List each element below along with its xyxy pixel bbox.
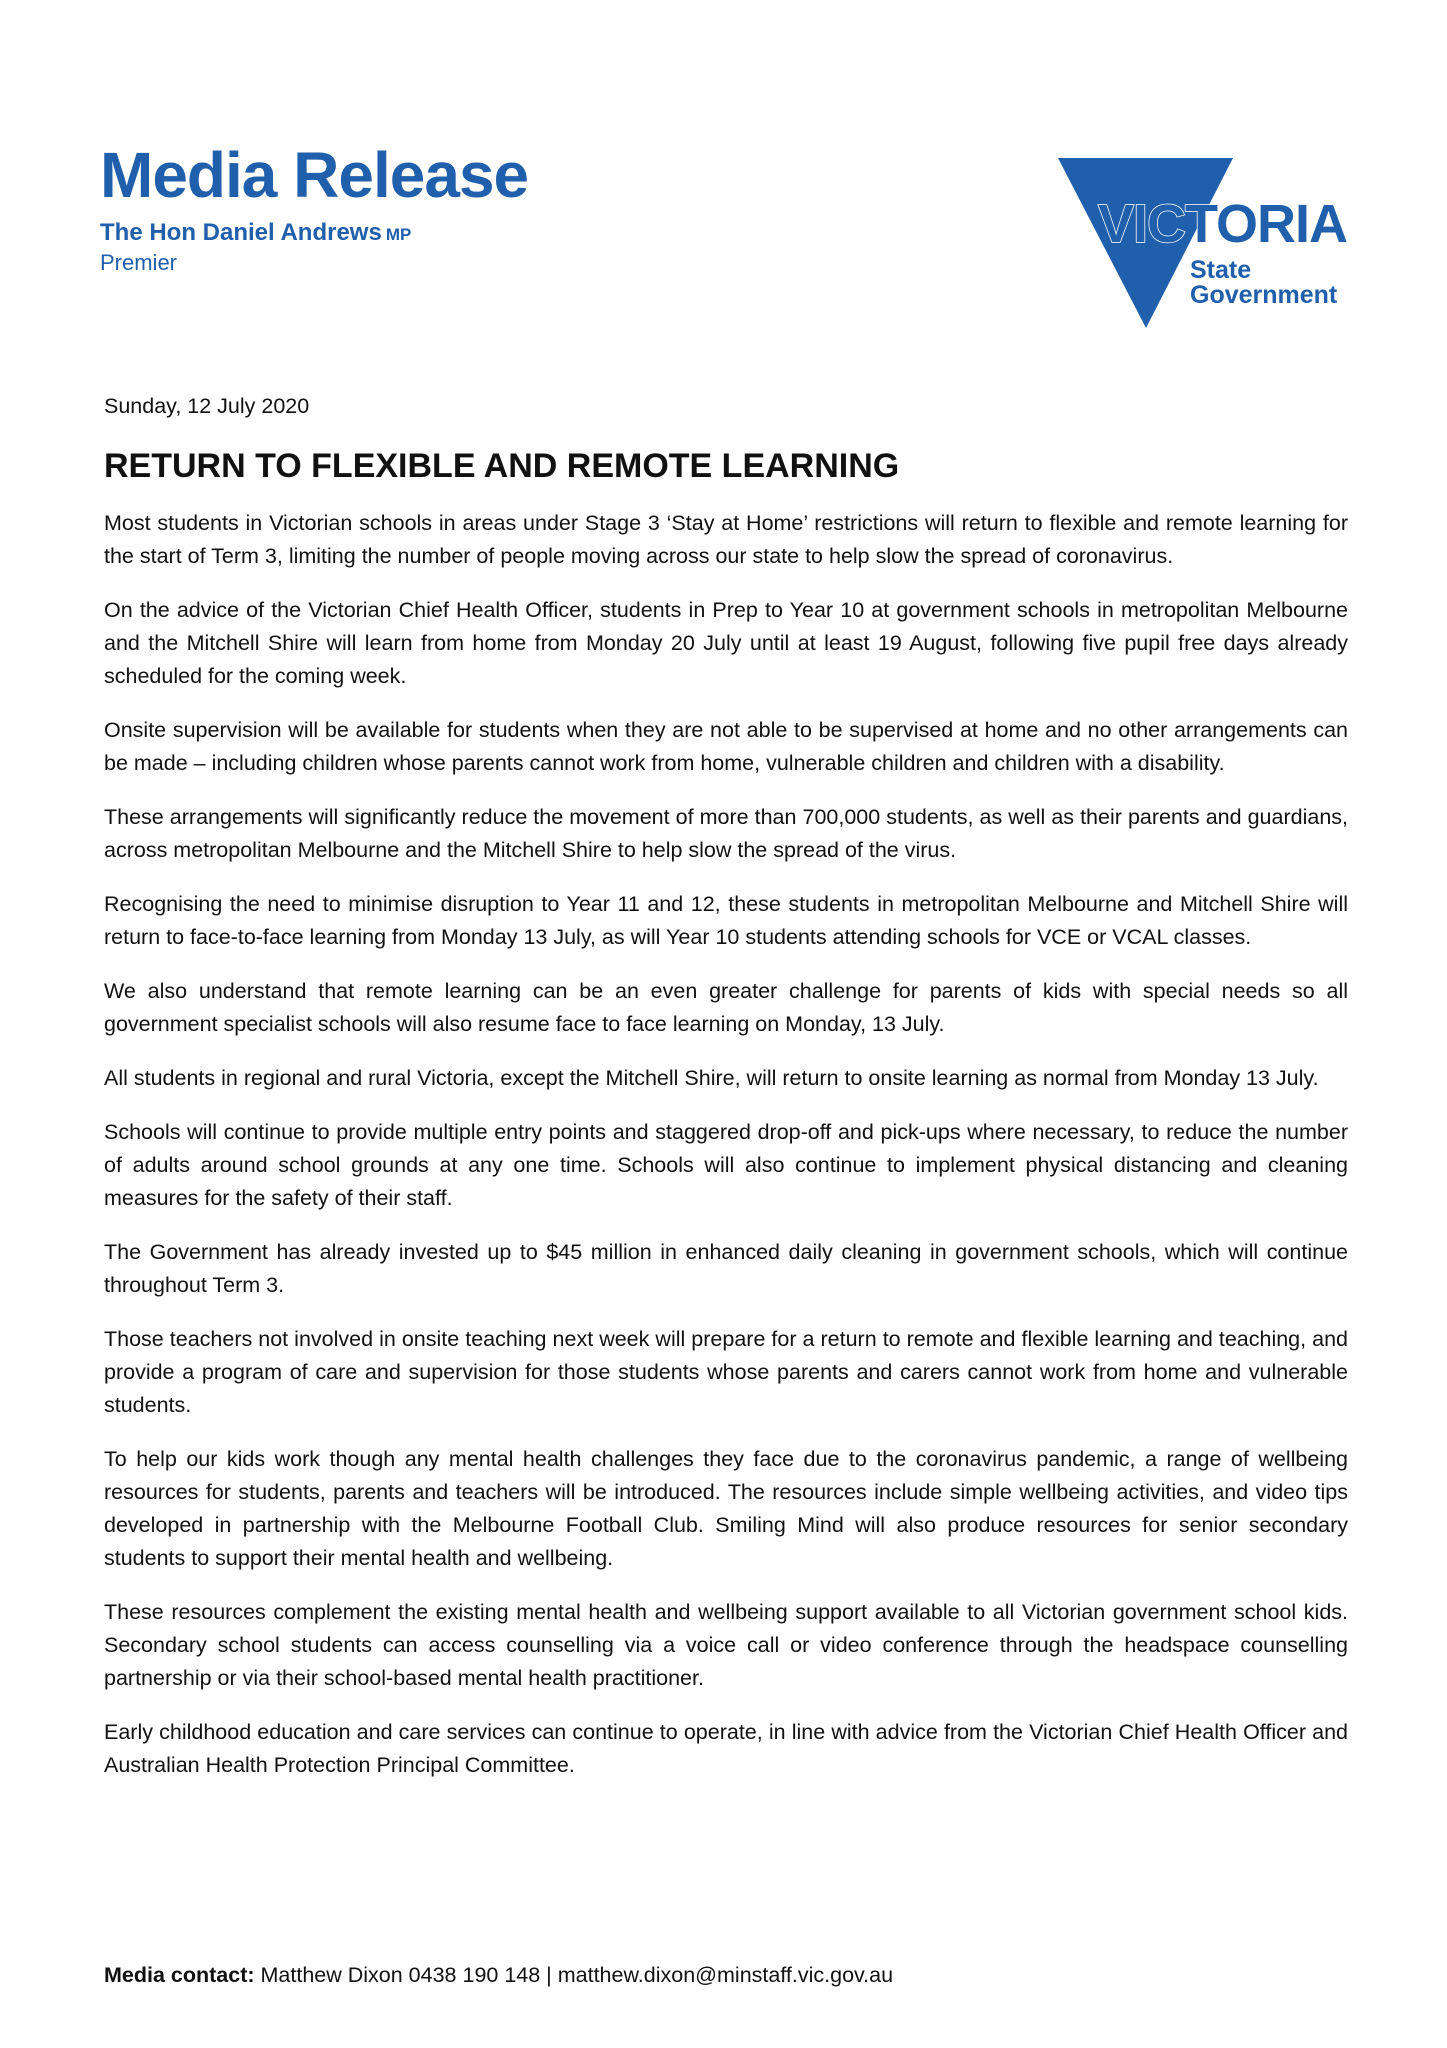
media-contact: [104, 1960, 893, 1990]
minister-name-text: The Hon Daniel Andrews: [100, 219, 382, 246]
paragraph-10: Those teachers not involved in onsite teaching next week will prepare for a return to remote and flexible learning and teaching, and provide a program of care and supervision for those students whose parents and carers cannot work from home and vulnerable students.: [104, 1327, 1348, 1417]
logo-line-government: Government: [1190, 281, 1338, 309]
media-contact-details[interactable]: Matthew Dixon 0438 190 148 | matthew.dixon@minstaff.vic.gov.au: [260, 1963, 894, 1987]
paragraph-3: Onsite supervision will be available for students when they are not able to be supervised at home and no other arrangements can be made – including children whose parents cannot work from home, vulnerable children and children with a disability.: [104, 718, 1348, 775]
release-body: [104, 390, 1348, 1803]
paragraph-2: On the advice of the Victorian Chief Health Officer, students in Prep to Year 10 at government schools in metropolitan Melbourne and the Mitchell Shire will learn from home from Monday 20 July until at least 19 August, following five pupil free days already scheduled for the coming week.: [104, 598, 1348, 688]
logo-wordmark: VICTORIA: [1098, 194, 1348, 254]
victoria-state-government-logo: [1058, 150, 1358, 330]
paragraph-9: The Government has already invested up to $45 million in enhanced daily cleaning in government schools, which will continue throughout Term 3.: [104, 1240, 1348, 1297]
release-headline: RETURN TO FLEXIBLE AND REMOTE LEARNING: [104, 447, 900, 485]
media-contact-label: Media contact:: [104, 1963, 255, 1987]
paragraph-11: To help our kids work though any mental health challenges they face due to the coronavirus pandemic, a range of wellbeing resources for students, parents and teachers will be introduced. The resources include simple wellbeing activities, and video tips developed in partnership with the Melbourne Football Club. Smiling Mind will also produce resources for senior secondary students to support their mental health and wellbeing.: [104, 1447, 1348, 1570]
paragraph-8: Schools will continue to provide multiple entry points and staggered drop-off and pick-ups where necessary, to reduce the number of adults around school grounds at any one time. Schools will also continue to implement physical distancing and cleaning measures for the safety of their staff.: [104, 1120, 1348, 1210]
paragraph-13: Early childhood education and care services can continue to operate, in line with advice from the Victorian Chief Health Officer and Australian Health Protection Principal Committee.: [104, 1720, 1348, 1777]
minister-suffix: MP: [385, 225, 412, 244]
paragraph-6: We also understand that remote learning can be an even greater challenge for parents of kids with special needs so all government specialist schools will also resume face to face learning on Monday, 13 July.: [104, 979, 1348, 1036]
paragraph-1: Most students in Victorian schools in areas under Stage 3 ‘Stay at Home’ restrictions will return to flexible and remote learning for the start of Term 3, limiting the number of people moving across our state to help slow the spread of coronavirus.: [104, 511, 1348, 568]
paragraph-5: Recognising the need to minimise disruption to Year 11 and 12, these students in metropolitan Melbourne and Mitchell Shire will return to face-to-face learning from Monday 13 July, as will Year 10 students attending schools for VCE or VCAL classes.: [104, 892, 1348, 949]
masthead: [100, 140, 660, 276]
minister-name: [100, 218, 660, 250]
paragraph-12: These resources complement the existing mental health and wellbeing support available to all Victorian government school kids. Secondary school students can access counselling via a voice call or video conference through the headspace counselling partnership or via their school-based mental health practitioner.: [104, 1600, 1348, 1690]
minister-role: Premier: [100, 250, 178, 275]
media-release-title: Media Release: [100, 139, 529, 211]
logo-line-state: State: [1190, 256, 1252, 284]
paragraph-4: These arrangements will significantly reduce the movement of more than 700,000 students, as well as their parents and guardians, across metropolitan Melbourne and the Mitchell Shire to help slow the spread of the virus.: [104, 805, 1348, 862]
paragraph-7: All students in regional and rural Victoria, except the Mitchell Shire, will return to onsite learning as normal from Monday 13 July.: [104, 1066, 1319, 1090]
release-date: Sunday, 12 July 2020: [104, 394, 310, 418]
